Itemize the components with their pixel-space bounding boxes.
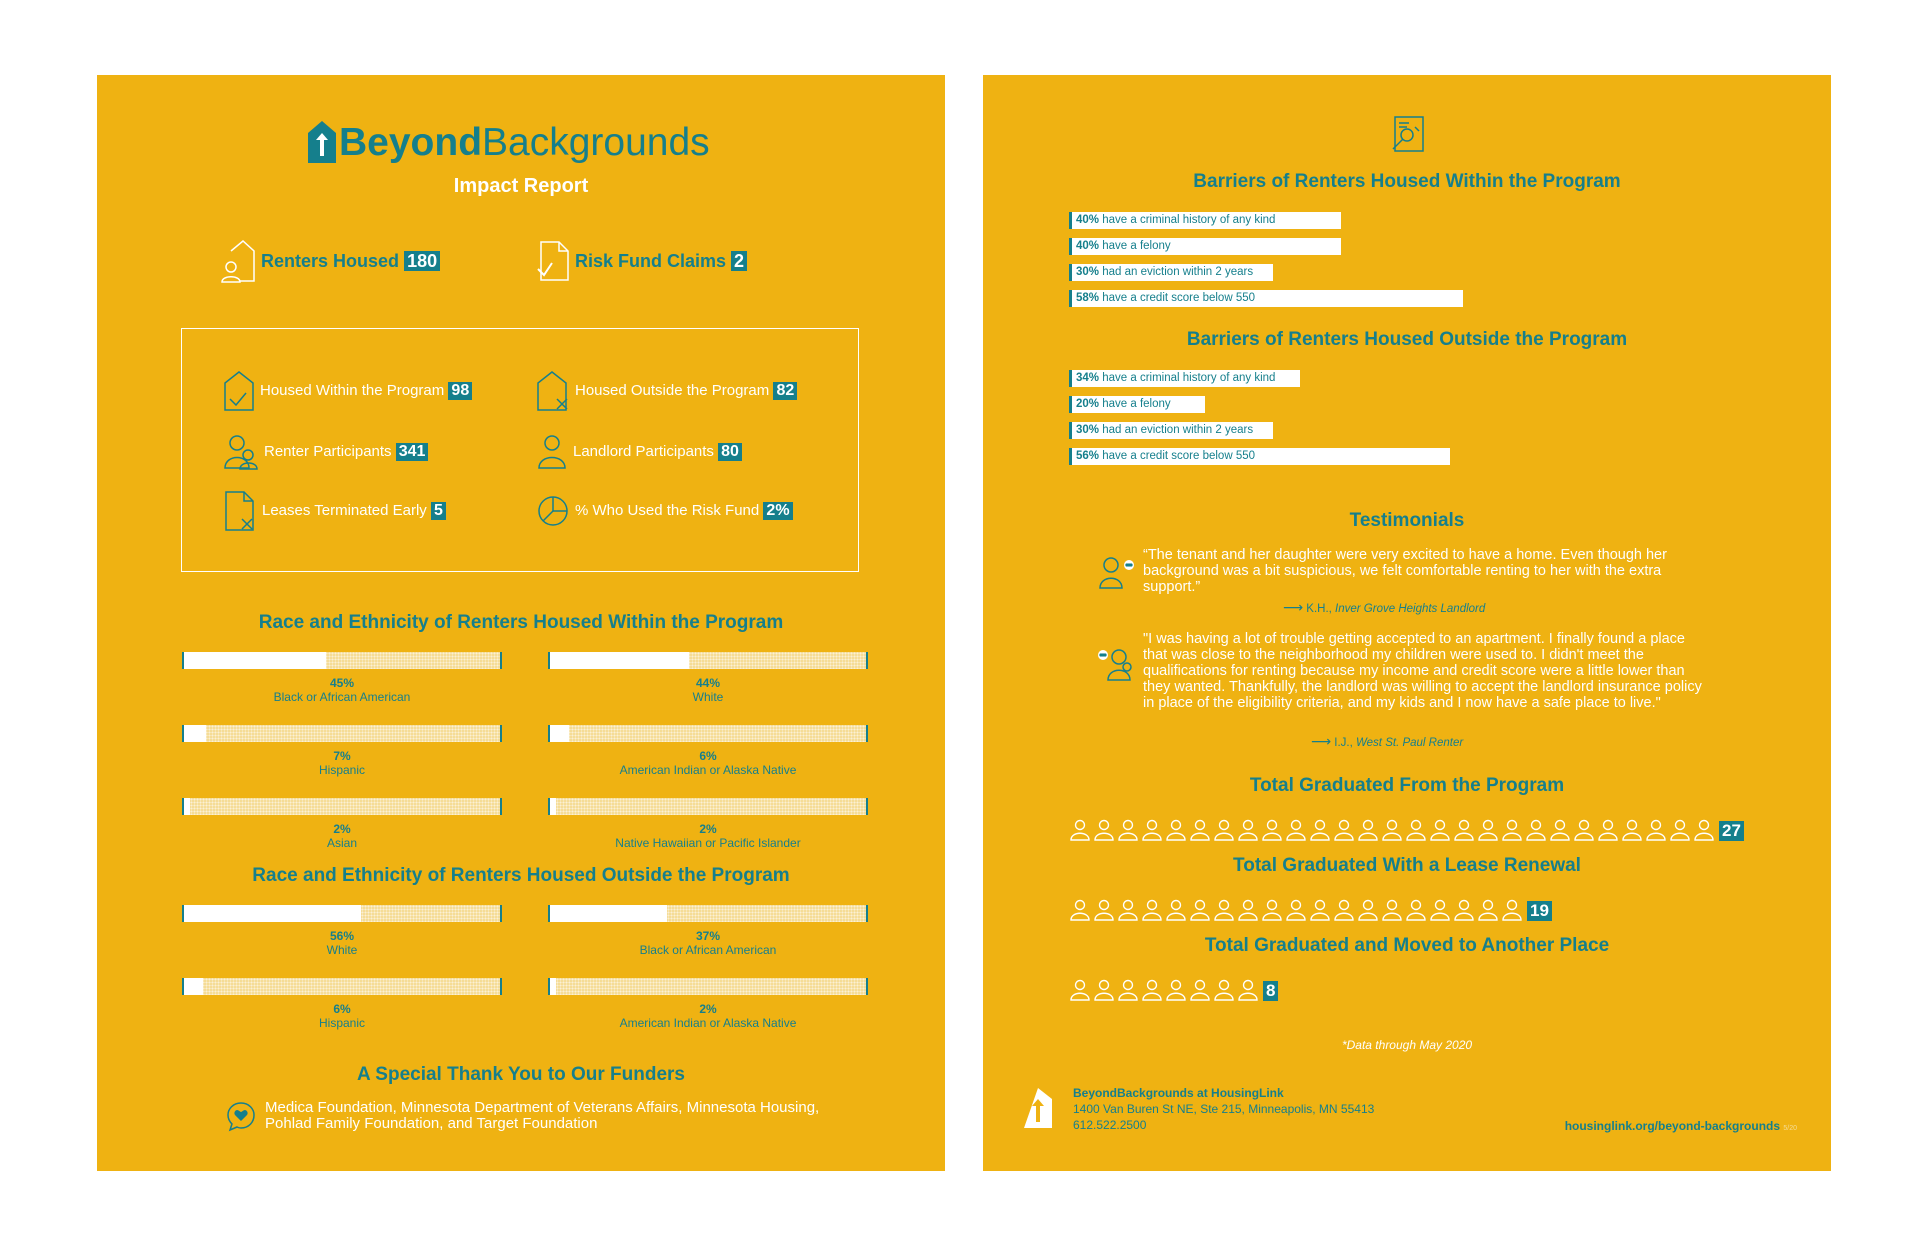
document-check-icon <box>537 241 569 281</box>
race-bar-fill <box>550 905 667 922</box>
page-mark: 5/20 <box>1783 1125 1797 1132</box>
participation-stats-box <box>181 328 859 572</box>
race-percent: 56% <box>329 929 355 943</box>
people-icon <box>224 434 258 470</box>
barrier-percent: 34% <box>1076 372 1100 384</box>
barrier-percent: 58% <box>1076 292 1100 304</box>
graduate-person-icon <box>1501 819 1523 841</box>
graduate-person-icon <box>1093 819 1115 841</box>
race-label: American Indian or Alaska Native <box>619 763 797 777</box>
race-bar-fill <box>184 725 206 742</box>
race-bar <box>548 725 868 742</box>
stat-value: 341 <box>396 443 429 461</box>
graduate-person-icon <box>1645 819 1667 841</box>
race-percent: 2% <box>333 822 351 836</box>
race-label: Asian <box>326 836 358 850</box>
funders-section <box>225 1100 825 1132</box>
funders-text: Medica Foundation, Minnesota Department of Veterans Affairs, Minnesota Housing, Pohlad Family Foundation, and Target Foundation <box>265 1099 820 1132</box>
graduate-person-icon <box>1381 819 1403 841</box>
person-speech-icon <box>1097 647 1135 681</box>
impact-report-page-2 <box>983 75 1831 1171</box>
person-speech-icon <box>1099 555 1135 589</box>
race-bar-fill <box>184 978 203 995</box>
graduate-person-icon <box>1141 819 1163 841</box>
race-bar-label <box>550 749 866 777</box>
graduate-person-icon <box>1093 899 1115 921</box>
race-bar <box>182 978 502 995</box>
graduate-person-icon <box>1261 819 1283 841</box>
graduate-person-icon <box>1477 819 1499 841</box>
race-bar-fill <box>184 798 190 815</box>
barrier-text: have a credit score below 550 <box>1099 292 1256 304</box>
graduate-person-icon <box>1165 979 1187 1001</box>
race-percent: 2% <box>699 1002 717 1016</box>
graduate-person-icon <box>1525 819 1547 841</box>
graduated-count: 27 <box>1719 821 1744 841</box>
graduate-person-icon <box>1189 819 1211 841</box>
race-label: Hispanic <box>318 763 366 777</box>
graduated-moved-row <box>1069 979 1278 1001</box>
testimonial-quote: “The tenant and her daughter were very excited to have a home. Even though her background was a bit suspicious, we felt comfortable renting to her with the extra support.” <box>1143 547 1667 595</box>
graduate-person-icon <box>1621 819 1643 841</box>
graduated-renewal-title: Total Graduated With a Lease Renewal <box>1233 855 1581 876</box>
house-arrow-logo-icon <box>1023 1087 1053 1129</box>
race-percent: 7% <box>333 749 351 763</box>
stat-leases-terminated <box>224 491 446 531</box>
barrier-text: have a felony <box>1099 240 1171 252</box>
footer-phone: 612.522.2500 <box>1073 1118 1147 1132</box>
graduate-person-icon <box>1309 819 1331 841</box>
graduated-program-title: Total Graduated From the Program <box>1249 775 1565 796</box>
stat-label: Renter Participants <box>264 442 392 460</box>
pie-chart-icon <box>537 495 569 527</box>
race-bar <box>182 798 502 815</box>
race-bar-label <box>184 929 500 957</box>
graduate-person-icon <box>1189 979 1211 1001</box>
race-percent: 45% <box>329 676 355 690</box>
race-percent: 44% <box>695 676 721 690</box>
people-pictogram <box>1069 899 1523 921</box>
testimonial-role: West St. Paul Renter <box>1356 737 1464 749</box>
stat-risk-fund-claims <box>537 241 747 281</box>
graduate-person-icon <box>1213 899 1235 921</box>
barrier-bar <box>1069 212 1341 229</box>
race-bar-label <box>550 929 866 957</box>
funders-title: A Special Thank You to Our Funders <box>357 1064 685 1085</box>
footer-address: 1400 Van Buren St NE, Ste 215, Minneapolis, MN 55413 <box>1073 1102 1375 1116</box>
document-magnifier-icon <box>1389 115 1427 153</box>
graduate-person-icon <box>1285 899 1307 921</box>
stat-value: 5 <box>431 502 446 520</box>
brand-logo <box>307 117 710 163</box>
race-bar-label <box>550 1002 866 1030</box>
impact-report-page-1 <box>97 75 945 1171</box>
barriers-within-title: Barriers of Renters Housed Within the Program <box>1193 171 1621 192</box>
footer-org: BeyondBackgrounds at HousingLink <box>1073 1086 1284 1100</box>
race-bar-label <box>184 1002 500 1030</box>
graduate-person-icon <box>1141 979 1163 1001</box>
graduate-person-icon <box>1117 979 1139 1001</box>
race-label: White <box>692 690 724 704</box>
house-check-icon <box>224 371 254 411</box>
race-bar-fill <box>550 652 689 669</box>
stat-risk-fund-use <box>537 495 793 527</box>
graduated-count: 19 <box>1527 901 1552 921</box>
race-bar-label <box>550 676 866 704</box>
graduate-person-icon <box>1597 819 1619 841</box>
race-bar-fill <box>184 905 361 922</box>
stat-housed-within <box>224 371 472 411</box>
race-bar <box>548 905 868 922</box>
race-percent: 6% <box>699 749 717 763</box>
graduate-person-icon <box>1333 899 1355 921</box>
graduate-person-icon <box>1405 819 1427 841</box>
arrow-right-icon: ⟶ <box>1283 599 1304 615</box>
stat-landlord-participants <box>537 434 742 470</box>
graduate-person-icon <box>1117 899 1139 921</box>
race-bar-label <box>184 749 500 777</box>
brand-regular: Backgrounds <box>482 121 710 164</box>
stat-label: Housed Within the Program <box>260 381 445 399</box>
race-label: Black or African American <box>639 943 777 957</box>
data-note: *Data through May 2020 <box>1341 1038 1473 1052</box>
race-bar-fill <box>184 652 326 669</box>
testimonial-author: K.H., <box>1306 603 1332 615</box>
barrier-percent: 40% <box>1076 214 1100 226</box>
graduate-person-icon <box>1357 819 1379 841</box>
stat-renters-housed <box>221 239 440 283</box>
race-bar <box>548 978 868 995</box>
race-bar-fill <box>550 978 556 995</box>
barrier-percent: 20% <box>1076 398 1100 410</box>
graduate-person-icon <box>1213 979 1235 1001</box>
graduate-person-icon <box>1237 819 1259 841</box>
race-label: Black or African American <box>273 690 411 704</box>
race-within-title: Race and Ethnicity of Renters Housed Within the Program <box>258 612 784 633</box>
testimonial-attribution <box>1283 599 1485 616</box>
graduate-person-icon <box>1357 899 1379 921</box>
graduate-person-icon <box>1141 899 1163 921</box>
graduate-person-icon <box>1669 819 1691 841</box>
stat-value: 2% <box>763 502 792 520</box>
graduate-person-icon <box>1429 819 1451 841</box>
race-outside-title: Race and Ethnicity of Renters Housed Outside the Program <box>252 865 790 886</box>
stat-value: 2 <box>731 251 747 272</box>
house-arrow-logo-icon <box>307 119 337 163</box>
race-label: Native Hawaiian or Pacific Islander <box>615 836 801 850</box>
footer-url-text[interactable]: housinglink.org/beyond-backgrounds <box>1564 1119 1781 1133</box>
arrow-right-icon: ⟶ <box>1311 733 1332 749</box>
race-percent: 6% <box>333 1002 351 1016</box>
barrier-percent: 30% <box>1076 424 1100 436</box>
testimonial-role: Inver Grove Heights Landlord <box>1335 603 1486 615</box>
graduate-person-icon <box>1069 819 1091 841</box>
people-pictogram <box>1069 819 1715 841</box>
graduate-person-icon <box>1117 819 1139 841</box>
graduate-person-icon <box>1237 899 1259 921</box>
stat-label: Renters Housed <box>261 250 400 271</box>
stat-label: Housed Outside the Program <box>575 381 770 399</box>
race-bar <box>548 798 868 815</box>
testimonial-quote: "I was having a lot of trouble getting accepted to an apartment. I finally found a place that was close to the neighborhood my children were used to. I didn't meet the qualifications for renting because my income and credit score were a little lower than they wanted. Thankfully, the landlord was willing to accept the landlord insurance policy in place of the eligibility criteria, and my kids and I now have a safe place to live." <box>1143 631 1702 711</box>
stat-label: % Who Used the Risk Fund <box>575 501 760 519</box>
graduate-person-icon <box>1549 819 1571 841</box>
barrier-text: have a credit score below 550 <box>1099 450 1256 462</box>
graduate-person-icon <box>1429 899 1451 921</box>
graduate-person-icon <box>1285 819 1307 841</box>
barriers-outside-title: Barriers of Renters Housed Outside the Program <box>1186 329 1628 350</box>
race-percent: 37% <box>695 929 721 943</box>
race-label: White <box>326 943 358 957</box>
stat-label: Leases Terminated Early <box>262 501 427 519</box>
race-bar <box>182 725 502 742</box>
graduate-person-icon <box>1261 899 1283 921</box>
testimonial-attribution <box>1311 733 1463 750</box>
graduate-person-icon <box>1693 819 1715 841</box>
barrier-percent: 30% <box>1076 266 1100 278</box>
footer-contact <box>1073 1085 1374 1133</box>
testimonial-author: I.J., <box>1334 737 1353 749</box>
stat-housed-outside <box>537 371 797 411</box>
stat-renter-participants <box>224 434 428 470</box>
house-person-icon <box>221 239 255 283</box>
graduate-person-icon <box>1309 899 1331 921</box>
graduate-person-icon <box>1189 899 1211 921</box>
graduate-person-icon <box>1069 899 1091 921</box>
page-subtitle: Impact Report <box>453 175 589 197</box>
barrier-text: had an eviction within 2 years <box>1099 266 1254 278</box>
race-label: American Indian or Alaska Native <box>619 1016 797 1030</box>
stat-value: 80 <box>718 443 742 461</box>
house-x-icon <box>537 371 569 411</box>
stat-label: Risk Fund Claims <box>575 250 727 271</box>
barrier-percent: 56% <box>1076 450 1100 462</box>
graduated-count: 8 <box>1263 981 1278 1001</box>
graduated-moved-title: Total Graduated and Moved to Another Place <box>1204 935 1610 956</box>
graduate-person-icon <box>1405 899 1427 921</box>
stat-label: Landlord Participants <box>573 442 714 460</box>
footer-url[interactable] <box>1565 1119 1797 1133</box>
race-bar <box>548 652 868 669</box>
graduate-person-icon <box>1333 819 1355 841</box>
barrier-text: have a criminal history of any kind <box>1099 372 1276 384</box>
race-bar-fill <box>550 725 569 742</box>
race-bar-label <box>184 676 500 704</box>
graduated-program-row <box>1069 819 1744 841</box>
race-bar-fill <box>550 798 556 815</box>
barrier-percent: 40% <box>1076 240 1100 252</box>
graduate-person-icon <box>1237 979 1259 1001</box>
barrier-bar <box>1069 238 1341 255</box>
testimonials-title: Testimonials <box>1349 510 1465 531</box>
graduate-person-icon <box>1453 899 1475 921</box>
race-bar-label <box>550 822 866 850</box>
graduate-person-icon <box>1213 819 1235 841</box>
graduated-renewal-row <box>1069 899 1552 921</box>
graduate-person-icon <box>1453 819 1475 841</box>
barrier-bar <box>1069 448 1450 465</box>
race-label: Hispanic <box>318 1016 366 1030</box>
race-bar-label <box>184 822 500 850</box>
barrier-bar <box>1069 396 1205 413</box>
graduate-person-icon <box>1165 899 1187 921</box>
graduate-person-icon <box>1573 819 1595 841</box>
person-icon <box>537 434 567 470</box>
graduate-person-icon <box>1093 979 1115 1001</box>
brand-bold: Beyond <box>339 121 483 164</box>
people-pictogram <box>1069 979 1259 1001</box>
barrier-text: had an eviction within 2 years <box>1099 424 1254 436</box>
graduate-person-icon <box>1069 979 1091 1001</box>
barrier-text: have a felony <box>1099 398 1171 410</box>
race-bar <box>182 652 502 669</box>
graduate-person-icon <box>1381 899 1403 921</box>
heart-speech-bubble-icon <box>225 1100 257 1132</box>
stat-value: 82 <box>773 382 797 400</box>
stat-value: 180 <box>404 251 440 272</box>
race-percent: 2% <box>699 822 717 836</box>
document-x-icon <box>224 491 256 531</box>
stat-value: 98 <box>448 382 472 400</box>
graduate-person-icon <box>1477 899 1499 921</box>
barrier-bar <box>1069 422 1273 439</box>
barrier-bar <box>1069 370 1300 387</box>
graduate-person-icon <box>1165 819 1187 841</box>
race-bar <box>182 905 502 922</box>
barrier-bar <box>1069 264 1273 281</box>
barrier-bar <box>1069 290 1463 307</box>
barrier-text: have a criminal history of any kind <box>1099 214 1276 226</box>
graduate-person-icon <box>1501 899 1523 921</box>
